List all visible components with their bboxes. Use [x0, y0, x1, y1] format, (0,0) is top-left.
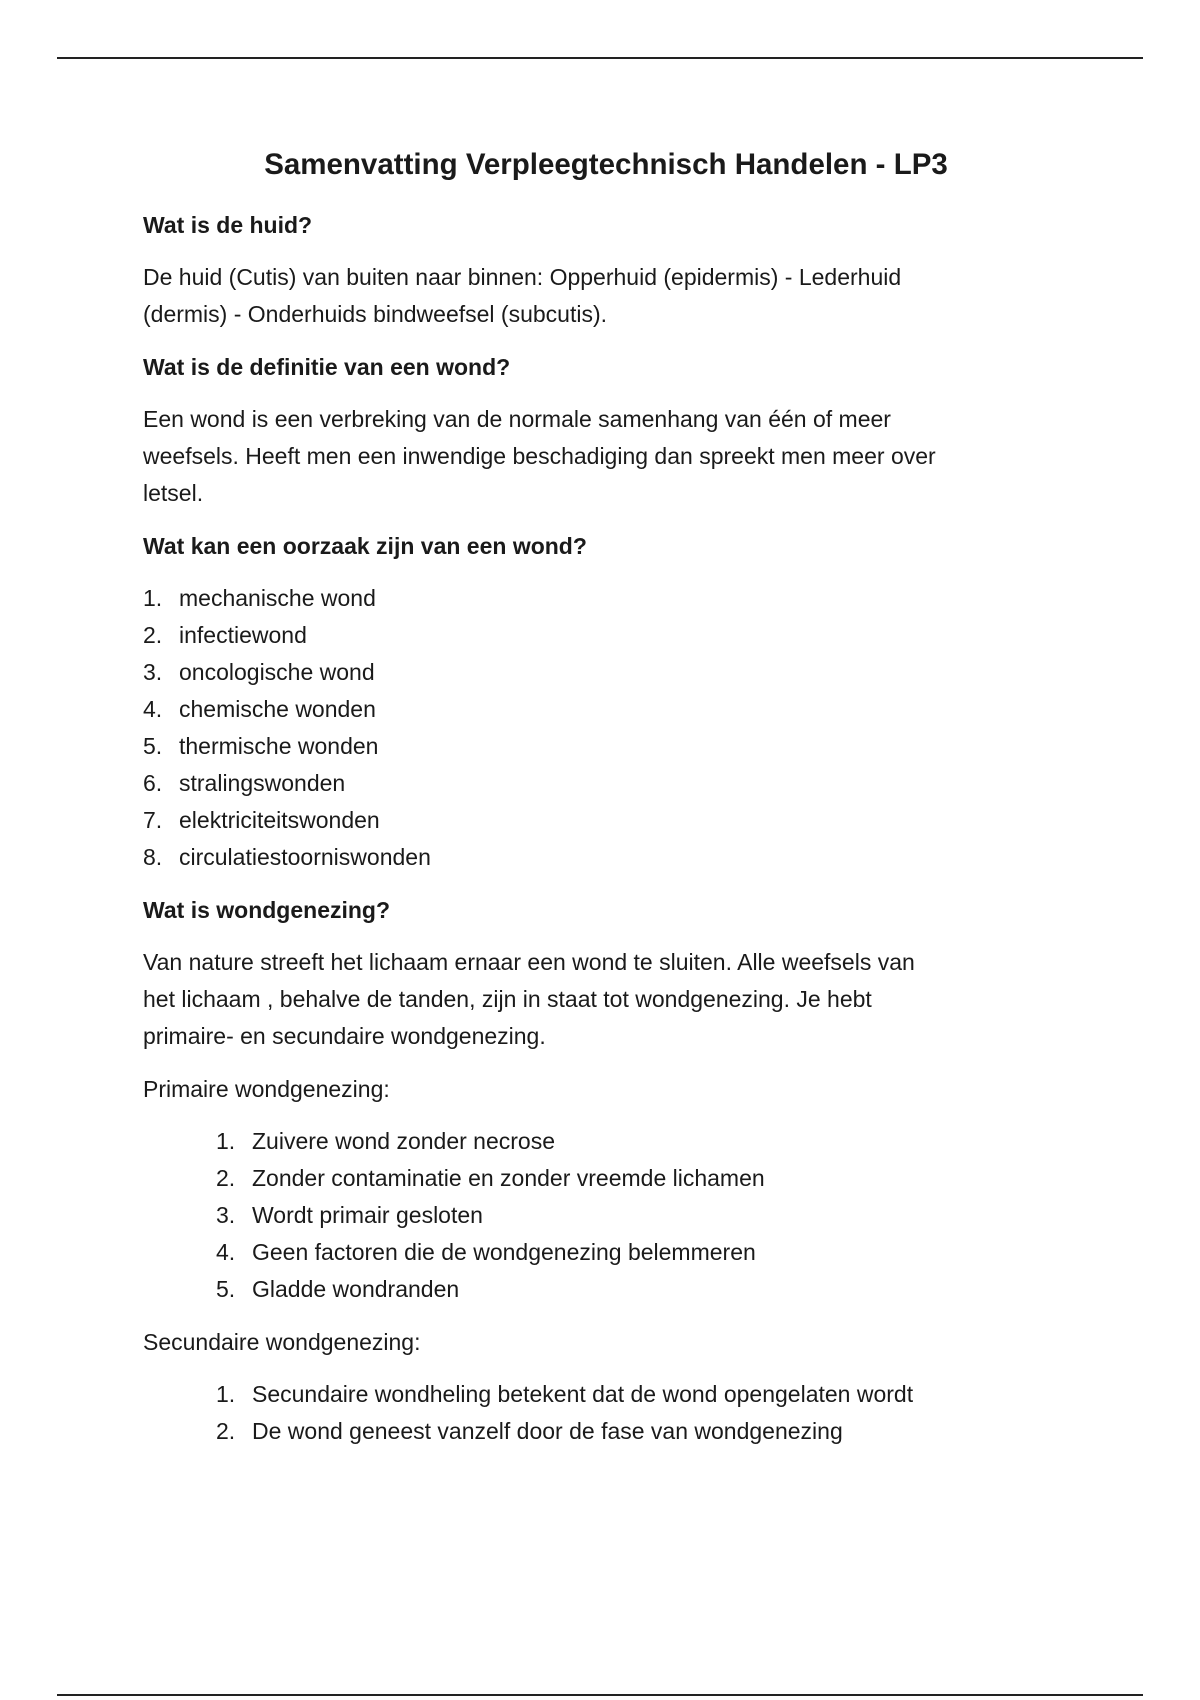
paragraph-line: weefsels. Heeft men een inwendige beschadiging dan spreekt men meer over: [143, 443, 936, 469]
list-oorzaken: [143, 580, 1063, 876]
list-number: 2.: [143, 622, 163, 648]
document-title: Samenvatting Verpleegtechnisch Handelen - LP3: [264, 148, 948, 181]
list-item: [143, 839, 1063, 876]
list-number: 2.: [216, 1165, 236, 1191]
list-item: [216, 1197, 1063, 1234]
label-secundaire-wondgenezing: Secundaire wondgenezing:: [143, 1329, 421, 1355]
document-body: [143, 140, 1063, 1466]
list-text: chemische wonden: [179, 696, 376, 722]
heading-definitie: Wat is de definitie van een wond?: [143, 354, 511, 380]
list-number: 1.: [216, 1381, 236, 1407]
paragraph-line: Van nature streeft het lichaam ernaar een wond te sluiten. Alle weefsels van: [143, 949, 915, 975]
list-text: Zuivere wond zonder necrose: [252, 1128, 555, 1154]
list-number: 4.: [143, 696, 163, 722]
list-number: 7.: [143, 807, 163, 833]
list-item: [143, 617, 1063, 654]
list-text: oncologische wond: [179, 659, 375, 685]
heading-huid: Wat is de huid?: [143, 212, 313, 238]
list-number: 3.: [143, 659, 163, 685]
list-item: [216, 1234, 1063, 1271]
list-item: [216, 1413, 1063, 1450]
paragraph-line: (dermis) - Onderhuids bindweefsel (subcutis).: [143, 301, 608, 327]
list-number: 5.: [216, 1276, 236, 1302]
paragraph-definitie: [143, 401, 1063, 512]
list-text: Geen factoren die de wondgenezing belemmeren: [252, 1239, 756, 1265]
heading-oorzaak: Wat kan een oorzaak zijn van een wond?: [143, 533, 587, 559]
list-text: thermische wonden: [179, 733, 379, 759]
list-item: [143, 765, 1063, 802]
header-rule: [57, 57, 1143, 59]
list-item: [216, 1123, 1063, 1160]
list-number: 2.: [216, 1418, 236, 1444]
list-text: circulatiestoorniswonden: [179, 844, 431, 870]
list-item: [143, 802, 1063, 839]
list-primaire-wondgenezing: [143, 1123, 1063, 1308]
paragraph-line: De huid (Cutis) van buiten naar binnen: Opperhuid (epidermis) - Lederhuid: [143, 264, 902, 290]
list-item: [143, 691, 1063, 728]
paragraph-line: het lichaam , behalve de tanden, zijn in staat tot wondgenezing. Je hebt: [143, 986, 872, 1012]
list-text: Zonder contaminatie en zonder vreemde lichamen: [252, 1165, 765, 1191]
list-text: Gladde wondranden: [252, 1276, 460, 1302]
list-text: Wordt primair gesloten: [252, 1202, 483, 1228]
list-text: stralingswonden: [179, 770, 346, 796]
list-number: 4.: [216, 1239, 236, 1265]
list-number: 1.: [143, 585, 163, 611]
list-text: Secundaire wondheling betekent dat de wond opengelaten wordt: [252, 1381, 914, 1407]
list-item: [216, 1271, 1063, 1308]
list-item: [143, 728, 1063, 765]
paragraph-huid: [143, 259, 1063, 333]
list-text: elektriciteitswonden: [179, 807, 380, 833]
list-item: [143, 580, 1063, 617]
list-number: 6.: [143, 770, 163, 796]
paragraph-line: letsel.: [143, 480, 204, 506]
paragraph-wondgenezing: [143, 944, 1063, 1055]
heading-wondgenezing: Wat is wondgenezing?: [143, 897, 391, 923]
list-item: [216, 1160, 1063, 1197]
list-number: 3.: [216, 1202, 236, 1228]
list-number: 8.: [143, 844, 163, 870]
paragraph-line: primaire- en secundaire wondgenezing.: [143, 1023, 546, 1049]
list-text: infectiewond: [179, 622, 307, 648]
list-item: [216, 1376, 1063, 1413]
list-item: [143, 654, 1063, 691]
paragraph-line: Een wond is een verbreking van de normale samenhang van één of meer: [143, 406, 891, 432]
list-text: mechanische wond: [179, 585, 376, 611]
footer-rule: [57, 1694, 1143, 1696]
label-primaire-wondgenezing: Primaire wondgenezing:: [143, 1076, 390, 1102]
list-secundaire-wondgenezing: [143, 1376, 1063, 1450]
list-number: 1.: [216, 1128, 236, 1154]
list-number: 5.: [143, 733, 163, 759]
list-text: De wond geneest vanzelf door de fase van wondgenezing: [252, 1418, 843, 1444]
